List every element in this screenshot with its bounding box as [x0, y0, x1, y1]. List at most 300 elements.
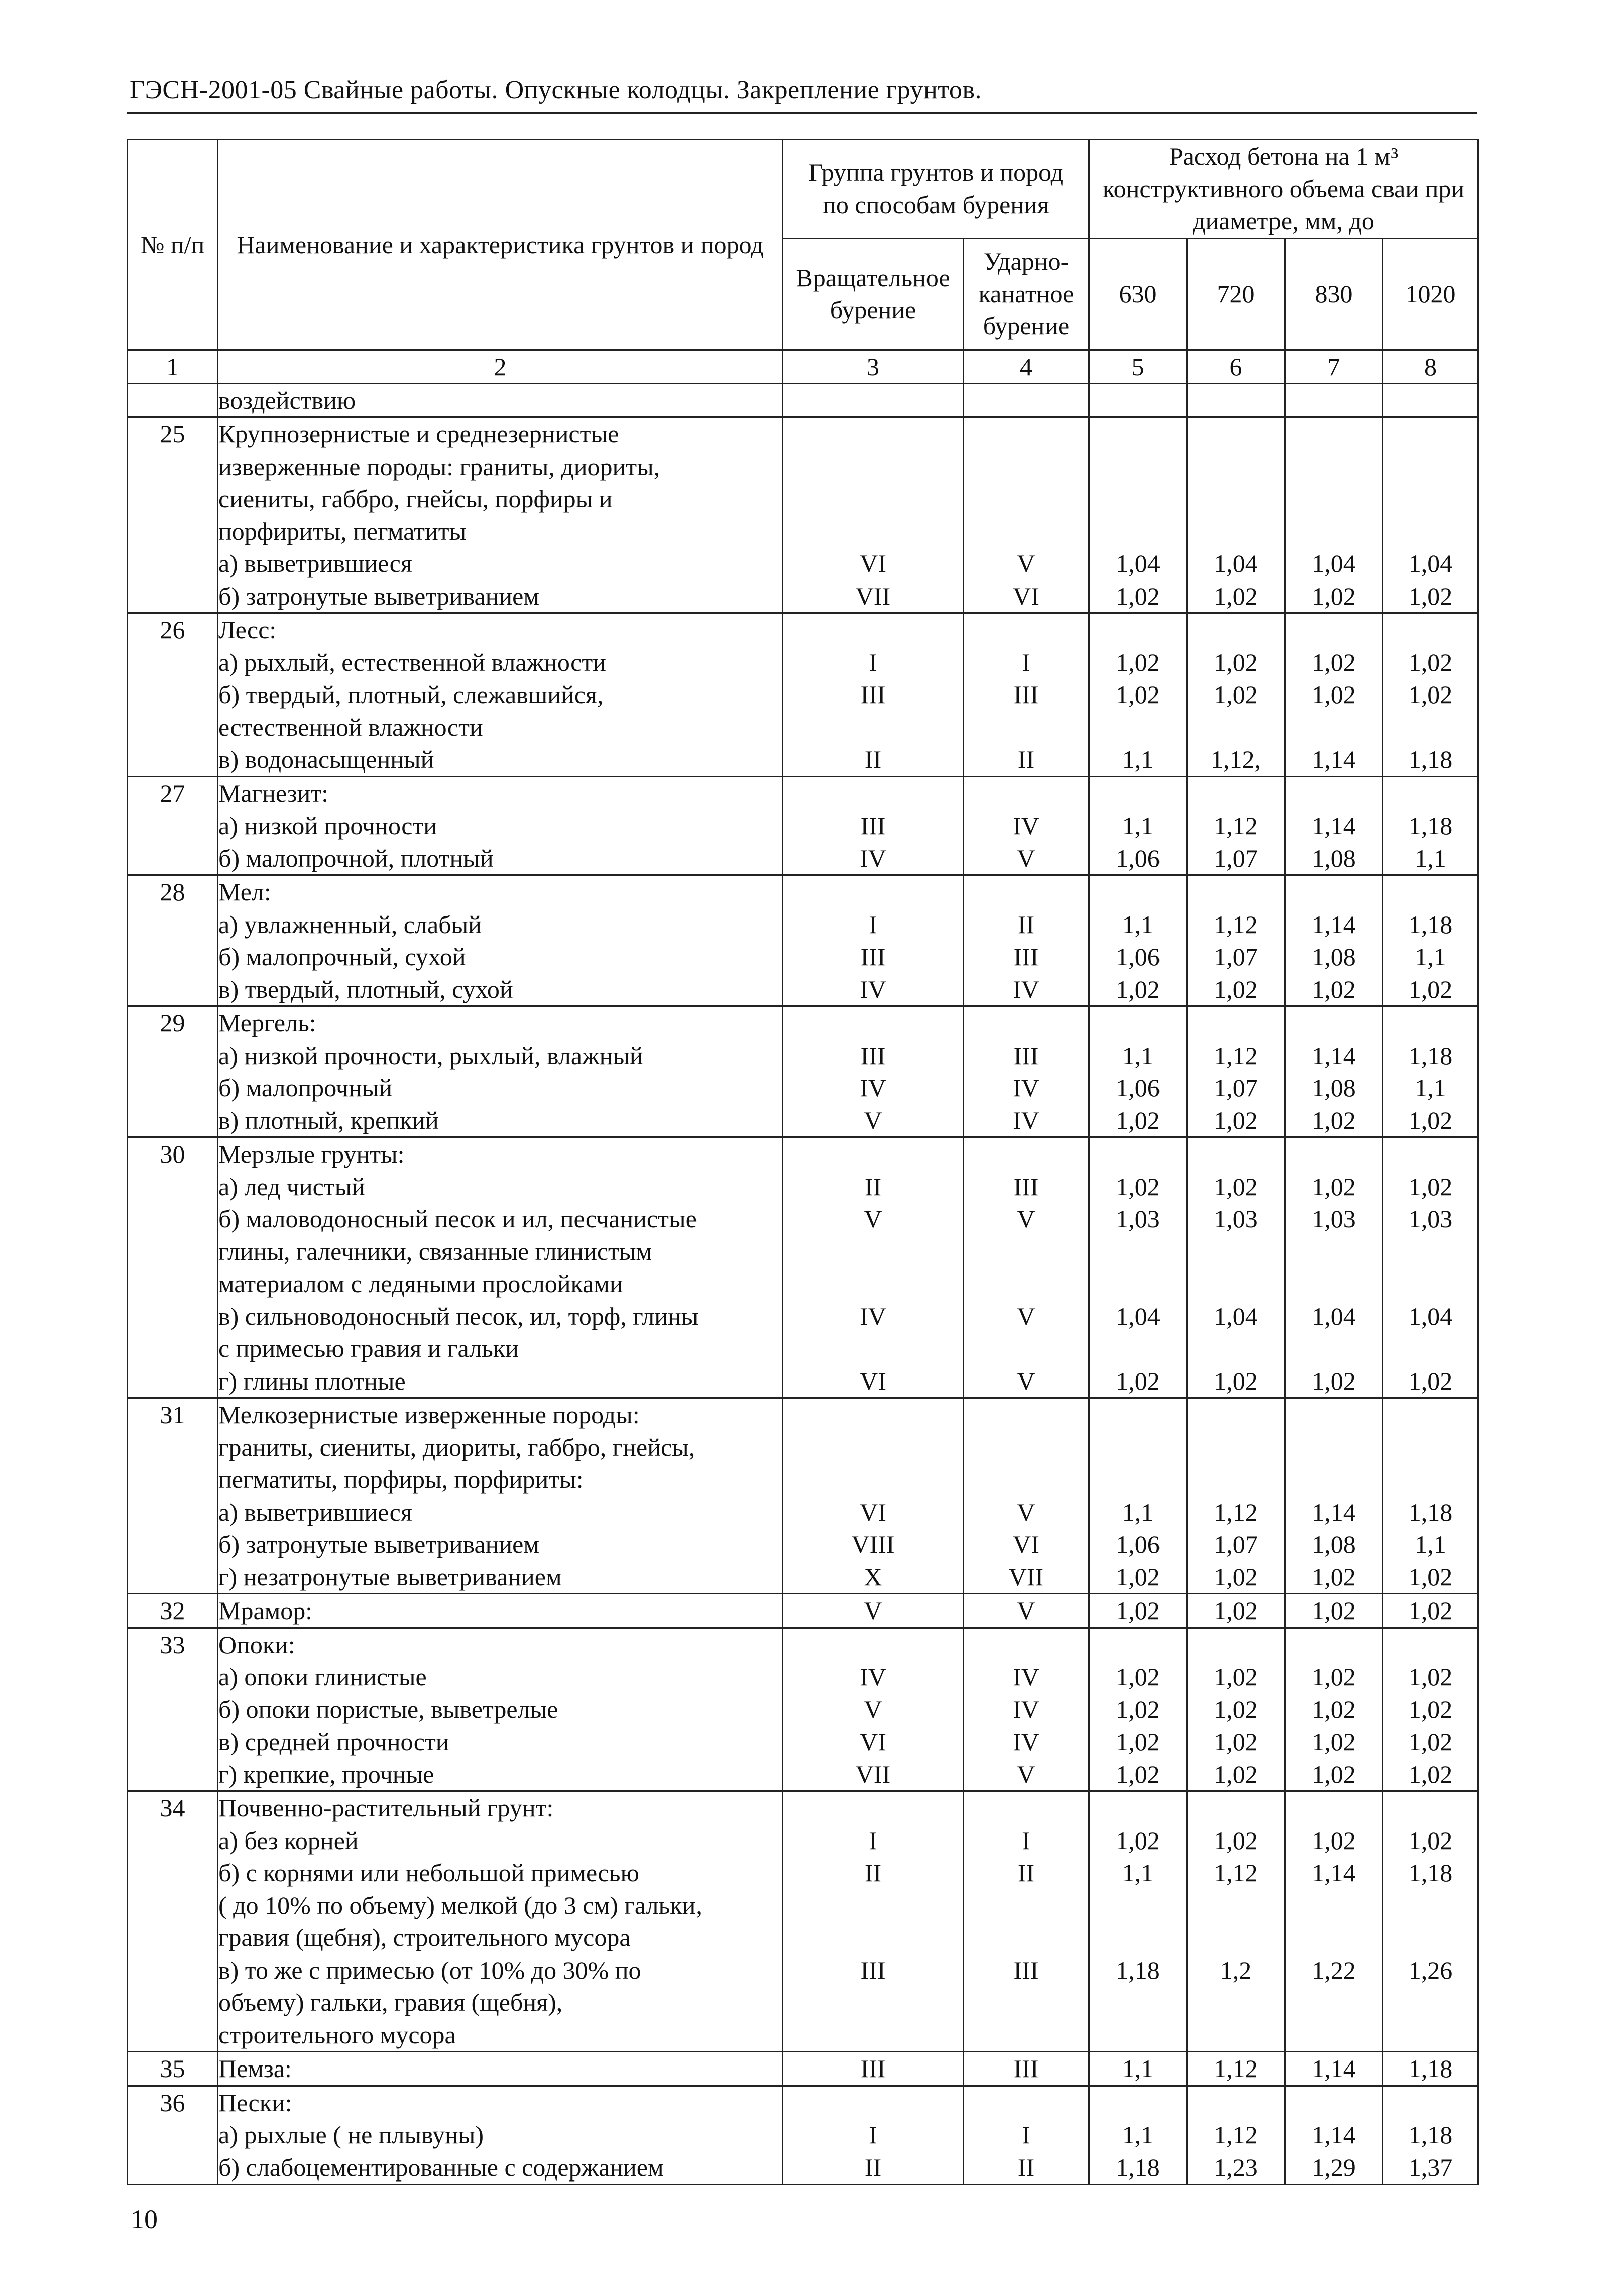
soil-description-line: Мелкозернистые изверженные породы:: [218, 1401, 640, 1429]
value-line: [783, 1235, 963, 1268]
value-line: V: [1017, 1498, 1035, 1526]
value-line: 1,07: [1214, 1074, 1258, 1102]
cell-d720: [1187, 2086, 1285, 2185]
value-line: 1,02: [1116, 975, 1160, 1003]
value-line: [1286, 1889, 1382, 1922]
value-line: III: [1013, 2054, 1039, 2083]
value-line: 1,1: [1415, 943, 1446, 971]
cell-d630: [1089, 2086, 1187, 2185]
header-d830: 830: [1285, 238, 1383, 350]
value-line: II: [1017, 910, 1035, 939]
cell-d630: [1089, 1594, 1187, 1628]
value-line: 1,02: [1116, 1172, 1160, 1201]
cell-d1020: [1383, 1791, 1478, 2052]
value-line: 1,02: [1312, 582, 1356, 610]
cell-name: [218, 875, 783, 1006]
value-line: 1,06: [1116, 943, 1160, 971]
column-number: 2: [218, 350, 783, 383]
value-line: [964, 1399, 1088, 1431]
value-line: [1286, 515, 1382, 548]
value-line: [1286, 1921, 1382, 1954]
header-number: № п/п: [128, 140, 218, 350]
soil-description-line: в) водонасыщенный: [218, 745, 434, 773]
value-line: 1,14: [1312, 2121, 1356, 2149]
value-line: 1,1: [1122, 910, 1154, 939]
table-row: [128, 1006, 1478, 1137]
value-line: [1090, 1138, 1186, 1171]
page-number: 10: [131, 2204, 158, 2234]
value-line: 1,23: [1214, 2153, 1258, 2182]
cell-d830: [1285, 1137, 1383, 1398]
cell-d1020: [1383, 1628, 1478, 1791]
value-line: [1383, 384, 1477, 417]
value-line: 1,08: [1312, 943, 1356, 971]
value-line: [1286, 418, 1382, 450]
value-line: [1090, 1268, 1186, 1300]
row-number: 28: [128, 875, 218, 1006]
value-line: 1,02: [1214, 1366, 1258, 1395]
value-line: [1188, 2019, 1284, 2051]
value-line: II: [864, 1172, 882, 1201]
value-line: [964, 1138, 1088, 1171]
row-number: 27: [128, 776, 218, 875]
cell-percussion: [964, 1006, 1089, 1137]
cell-d1020: [1383, 1137, 1478, 1398]
row-number: 30: [128, 1137, 218, 1398]
table-row: [128, 2086, 1478, 2185]
value-line: [783, 711, 963, 744]
value-line: 1,18: [1408, 745, 1453, 773]
value-line: [1383, 1889, 1477, 1922]
value-line: [1090, 1431, 1186, 1464]
value-line: [1090, 1399, 1186, 1431]
value-line: VI: [860, 549, 886, 578]
cell-d830: [1285, 417, 1383, 613]
soil-description-line: в) плотный, крепкий: [218, 1106, 439, 1134]
cell-d1020: [1383, 613, 1478, 777]
value-line: VI: [860, 1366, 886, 1395]
value-line: [964, 1921, 1088, 1954]
soil-description-line: Крупнозернистые и среднезернистые: [218, 420, 619, 448]
cell-d1020: [1383, 2052, 1478, 2086]
value-line: [1383, 515, 1477, 548]
column-number: 6: [1187, 350, 1285, 383]
cell-name: [218, 1594, 783, 1628]
cell-rotary: [783, 1791, 964, 2052]
value-line: V: [1017, 844, 1035, 872]
value-line: 1,02: [1408, 1172, 1453, 1201]
value-line: V: [1017, 1302, 1035, 1330]
value-line: [783, 1007, 963, 1040]
value-line: 1,1: [1122, 1859, 1154, 1887]
cell-name: [218, 613, 783, 777]
value-line: [1188, 1463, 1284, 1496]
value-line: 1,02: [1214, 1760, 1258, 1788]
soil-description-line: Мергель:: [218, 1009, 316, 1037]
value-line: [964, 1986, 1088, 2019]
value-line: [964, 2087, 1088, 2119]
cell-name: [218, 776, 783, 875]
cell-d1020: [1383, 417, 1478, 613]
value-line: 1,04: [1408, 1302, 1453, 1330]
header-rotary: Вращательное бурение: [783, 238, 964, 350]
value-line: [1188, 1138, 1284, 1171]
value-line: [1383, 1007, 1477, 1040]
soil-description-line: пегматиты, порфиры, порфириты:: [218, 1465, 584, 1494]
value-line: I: [869, 2121, 877, 2149]
header-name-text: Наименование и характеристика грунтов и пород: [237, 230, 764, 259]
value-line: VI: [860, 1498, 886, 1526]
value-line: [1286, 1986, 1382, 2019]
value-line: 1,06: [1116, 1530, 1160, 1558]
value-line: 1,18: [1408, 1498, 1453, 1526]
value-line: [1090, 1889, 1186, 1922]
soil-description-line: а) низкой прочности, рыхлый, влажный: [218, 1041, 643, 1070]
value-line: V: [864, 1205, 882, 1233]
soil-description-line: Пески:: [218, 2088, 292, 2117]
header-concrete-consumption-text: Расход бетона на 1 м³ конструктивного объема сваи при диаметре, мм, до: [1102, 142, 1465, 235]
value-line: [1286, 1629, 1382, 1661]
value-line: 1,07: [1214, 844, 1258, 872]
value-line: 1,02: [1214, 1728, 1258, 1756]
value-line: [1286, 483, 1382, 515]
soil-description-line: а) выветрившиеся: [218, 1498, 412, 1526]
value-line: 1,18: [1408, 1041, 1453, 1070]
cell-name: [218, 2052, 783, 2086]
value-line: 1,04: [1214, 549, 1258, 578]
column-number: 5: [1089, 350, 1187, 383]
cell-d720: [1187, 1398, 1285, 1594]
soil-description-line: б) с корнями или небольшой примесью: [218, 1859, 639, 1887]
value-line: [1383, 1629, 1477, 1661]
cell-d630: [1089, 1006, 1187, 1137]
soil-description-line: а) лед чистый: [218, 1172, 366, 1201]
value-line: [1286, 2019, 1382, 2051]
soil-description-line: Мерзлые грунты:: [218, 1140, 405, 1168]
value-line: V: [1017, 1760, 1035, 1788]
soil-description-line: б) маловодоносный песок и ил, песчанистые: [218, 1205, 697, 1233]
value-line: 1,02: [1116, 1562, 1160, 1591]
value-line: [783, 515, 963, 548]
value-line: [1090, 384, 1186, 417]
cell-d830: [1285, 1398, 1383, 1594]
value-line: IV: [860, 844, 886, 872]
value-line: [783, 483, 963, 515]
value-line: 1,12: [1214, 2121, 1258, 2149]
value-line: [1286, 876, 1382, 908]
value-line: 1,18: [1116, 1956, 1160, 1984]
cell-percussion: [964, 1791, 1089, 2052]
header-d630: 630: [1089, 238, 1187, 350]
value-line: [783, 614, 963, 646]
value-line: [1383, 1921, 1477, 1954]
value-line: [964, 1431, 1088, 1464]
value-line: [1090, 2019, 1186, 2051]
value-line: [1383, 1463, 1477, 1496]
value-line: [1090, 1629, 1186, 1661]
value-line: [1188, 2087, 1284, 2119]
value-line: IV: [860, 1302, 886, 1330]
value-line: 1,02: [1214, 975, 1258, 1003]
value-line: V: [1017, 1596, 1035, 1625]
soil-description-line: граниты, сиениты, диориты, габбро, гнейсы,: [218, 1433, 695, 1461]
value-line: 1,08: [1312, 844, 1356, 872]
column-number: 4: [964, 350, 1089, 383]
cell-d830: [1285, 1628, 1383, 1791]
soil-description-line: Мрамор:: [218, 1596, 313, 1625]
value-line: 1,02: [1408, 975, 1453, 1003]
value-line: IV: [1013, 975, 1039, 1003]
cell-percussion: [964, 417, 1089, 613]
value-line: 1,22: [1312, 1956, 1356, 1984]
row-number: 31: [128, 1398, 218, 1594]
soil-description-line: материалом с ледяными прослойками: [218, 1270, 623, 1298]
table-row: [128, 1137, 1478, 1398]
value-line: 1,12: [1214, 1859, 1258, 1887]
value-line: 1,12: [1214, 1498, 1258, 1526]
cell-percussion: [964, 776, 1089, 875]
row-number: 25: [128, 417, 218, 613]
value-line: 1,02: [1312, 1695, 1356, 1724]
value-line: [1188, 483, 1284, 515]
cell-name: [218, 2086, 783, 2185]
value-line: [1383, 1431, 1477, 1464]
value-line: [1090, 1921, 1186, 1954]
value-line: 1,14: [1312, 745, 1356, 773]
cell-d720: [1187, 1628, 1285, 1791]
value-line: [1383, 1235, 1477, 1268]
value-line: [964, 483, 1088, 515]
cell-rotary: [783, 1628, 964, 1791]
soil-description-line: в) сильноводоносный песок, ил, торф, глины: [218, 1302, 699, 1330]
value-line: [964, 2019, 1088, 2051]
value-line: [1383, 1138, 1477, 1171]
value-line: X: [864, 1562, 882, 1591]
value-line: 1,29: [1312, 2153, 1356, 2182]
column-number: 3: [783, 350, 964, 383]
row-number: 26: [128, 613, 218, 777]
value-line: V: [864, 1106, 882, 1134]
value-line: [1188, 1986, 1284, 2019]
value-line: [1383, 1268, 1477, 1300]
value-line: [964, 777, 1088, 810]
table-row: [128, 1791, 1478, 2052]
cell-name: [218, 1628, 783, 1791]
value-line: III: [860, 2054, 886, 2083]
value-line: 1,12: [1214, 812, 1258, 840]
value-line: [1090, 777, 1186, 810]
value-line: 1,14: [1312, 2054, 1356, 2083]
soil-description-line: в) твердый, плотный, сухой: [218, 975, 513, 1003]
value-line: [783, 384, 963, 417]
soil-description-line: естественной влажности: [218, 713, 483, 741]
soil-description-line: в) средней прочности: [218, 1728, 449, 1756]
soil-description-line: г) незатронутые выветриванием: [218, 1562, 562, 1591]
value-line: [783, 1268, 963, 1300]
value-line: 1,1: [1415, 1074, 1446, 1102]
soil-description-line: а) опоки глинистые: [218, 1663, 427, 1691]
value-line: III: [1013, 680, 1039, 709]
cell-percussion: [964, 875, 1089, 1006]
value-line: IV: [1013, 812, 1039, 840]
value-line: 1,04: [1312, 549, 1356, 578]
value-line: [1090, 450, 1186, 483]
value-line: 1,04: [1116, 549, 1160, 578]
value-line: 1,02: [1312, 1826, 1356, 1855]
value-line: [1286, 384, 1382, 417]
value-line: [1188, 1889, 1284, 1922]
soil-description-line: б) затронутые выветриванием: [218, 582, 540, 610]
table-row: [128, 613, 1478, 777]
value-line: 1,02: [1408, 582, 1453, 610]
row-number: 32: [128, 1594, 218, 1628]
row-number: 34: [128, 1791, 218, 2052]
value-line: 1,03: [1408, 1205, 1453, 1233]
value-line: 1,14: [1312, 1498, 1356, 1526]
value-line: I: [1022, 2121, 1030, 2149]
value-line: [1383, 418, 1477, 450]
value-line: IV: [1013, 1074, 1039, 1102]
value-line: [783, 1792, 963, 1824]
value-line: [964, 1629, 1088, 1661]
cell-d830: [1285, 383, 1383, 417]
soil-description-line: б) опоки пористые, выветрелые: [218, 1695, 558, 1724]
value-line: II: [864, 2153, 882, 2182]
cell-d830: [1285, 2086, 1383, 2185]
cell-d830: [1285, 1594, 1383, 1628]
value-line: [1188, 1268, 1284, 1300]
row-number: 29: [128, 1006, 218, 1137]
value-line: 1,18: [1116, 2153, 1160, 2182]
column-number: 7: [1285, 350, 1383, 383]
value-line: 1,04: [1214, 1302, 1258, 1330]
soil-concrete-table: [127, 139, 1479, 2185]
cell-name: [218, 383, 783, 417]
value-line: [1188, 450, 1284, 483]
value-line: 1,02: [1214, 1596, 1258, 1625]
value-line: 1,02: [1408, 1596, 1453, 1625]
cell-d630: [1089, 1628, 1187, 1791]
header-rule: [127, 112, 1477, 114]
cell-name: [218, 1137, 783, 1398]
value-line: 1,18: [1408, 2054, 1453, 2083]
soil-description-line: а) рыхлый, естественной влажности: [218, 648, 606, 676]
value-line: IV: [1013, 1106, 1039, 1134]
cell-d630: [1089, 417, 1187, 613]
value-line: 1,02: [1408, 648, 1453, 676]
value-line: 1,02: [1408, 1366, 1453, 1395]
cell-rotary: [783, 875, 964, 1006]
soil-description-line: сиениты, габбро, гнейсы, порфиры и: [218, 485, 613, 513]
table-row: [128, 776, 1478, 875]
value-line: 1,02: [1312, 1562, 1356, 1591]
value-line: 1,12,: [1211, 745, 1261, 773]
value-line: [1286, 1332, 1382, 1365]
value-line: [1188, 418, 1284, 450]
soil-description-line: г) крепкие, прочные: [218, 1760, 434, 1788]
table-row: [128, 1398, 1478, 1594]
value-line: 1,02: [1408, 1663, 1453, 1691]
value-line: [1383, 2019, 1477, 2051]
cell-d720: [1187, 1006, 1285, 1137]
cell-percussion: [964, 1398, 1089, 1594]
value-line: [1188, 1792, 1284, 1824]
value-line: 1,08: [1312, 1074, 1356, 1102]
value-line: 1,02: [1214, 1106, 1258, 1134]
value-line: 1,12: [1214, 1041, 1258, 1070]
value-line: [964, 384, 1088, 417]
value-line: [964, 1332, 1088, 1365]
header-drilling-group-text: Группа грунтов и пород по способам бурения: [808, 158, 1064, 219]
soil-description-line: а) без корней: [218, 1826, 359, 1855]
cell-d830: [1285, 1006, 1383, 1137]
cell-d1020: [1383, 2086, 1478, 2185]
value-line: [783, 1332, 963, 1365]
value-line: IV: [1013, 1663, 1039, 1691]
cell-name: [218, 417, 783, 613]
table-row: [128, 1628, 1478, 1791]
value-line: [964, 1463, 1088, 1496]
soil-description-line: б) малопрочной, плотный: [218, 844, 494, 872]
value-line: [964, 614, 1088, 646]
row-number: 36: [128, 2086, 218, 2185]
value-line: 1,18: [1408, 910, 1453, 939]
value-line: 1,1: [1122, 745, 1154, 773]
value-line: II: [1017, 2153, 1035, 2182]
value-line: 1,18: [1408, 812, 1453, 840]
value-line: 1,14: [1312, 910, 1356, 939]
value-line: 1,02: [1408, 1562, 1453, 1591]
header-percussion: Ударно-канатное бурение: [964, 238, 1089, 350]
cell-d630: [1089, 776, 1187, 875]
soil-description-line: а) увлажненный, слабый: [218, 910, 482, 939]
value-line: [1286, 1463, 1382, 1496]
value-line: [1286, 2087, 1382, 2119]
value-line: 1,02: [1214, 1663, 1258, 1691]
value-line: 1,14: [1312, 812, 1356, 840]
value-line: [1383, 711, 1477, 744]
value-line: III: [1013, 1956, 1039, 1984]
value-line: [783, 450, 963, 483]
value-line: [1286, 1399, 1382, 1431]
soil-description-line: объему) гальки, гравия (щебня),: [218, 1988, 563, 2016]
value-line: 1,06: [1116, 844, 1160, 872]
value-line: 1,02: [1312, 1596, 1356, 1625]
cell-d630: [1089, 383, 1187, 417]
value-line: [1286, 1792, 1382, 1824]
cell-percussion: [964, 383, 1089, 417]
cell-d630: [1089, 2052, 1187, 2086]
value-line: 1,08: [1312, 1530, 1356, 1558]
value-line: [1090, 876, 1186, 908]
value-line: [1286, 777, 1382, 810]
cell-d720: [1187, 383, 1285, 417]
value-line: [964, 1007, 1088, 1040]
cell-name: [218, 1398, 783, 1594]
value-line: [1383, 483, 1477, 515]
value-line: IV: [860, 1074, 886, 1102]
value-line: 1,02: [1214, 1172, 1258, 1201]
value-line: [1188, 384, 1284, 417]
row-number: 35: [128, 2052, 218, 2086]
value-line: 1,1: [1122, 2121, 1154, 2149]
value-line: 1,02: [1116, 1826, 1160, 1855]
value-line: 1,18: [1408, 1859, 1453, 1887]
value-line: [783, 1889, 963, 1922]
value-line: 1,03: [1116, 1205, 1160, 1233]
value-line: III: [1013, 1172, 1039, 1201]
value-line: [964, 876, 1088, 908]
